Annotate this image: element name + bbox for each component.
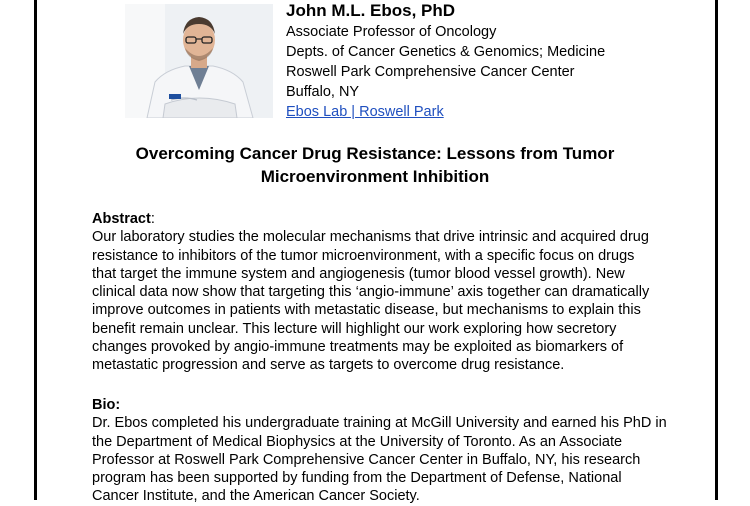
abstract-line: that target the immune system and angiogenesis (tumor blood vessel growth). New: [92, 265, 625, 282]
speaker-institution: Roswell Park Comprehensive Cancer Center: [286, 64, 575, 80]
abstract-section: [92, 210, 692, 375]
speaker-name: John M.L. Ebos, PhD: [286, 1, 456, 20]
bio-heading: Bio:: [92, 397, 121, 413]
speaker-position: Associate Professor of Oncology: [286, 24, 497, 40]
speaker-departments: Depts. of Cancer Genetics & Genomics; Medicine: [286, 44, 606, 60]
speaker-location: Buffalo, NY: [286, 84, 360, 100]
lab-link[interactable]: Ebos Lab | Roswell Park: [286, 104, 444, 120]
bio-line: Dr. Ebos completed his undergraduate training at McGill University and earned his PhD in: [92, 415, 667, 432]
speaker-portrait-image: [125, 4, 273, 118]
abstract-line: resistance to inhibitors of the tumor microenvironment, with a specific focus on drugs: [92, 247, 635, 264]
abstract-line: benefit remain unclear. This lecture will highlight our work exploring how secretory: [92, 320, 617, 337]
abstract-heading-colon: :: [150, 211, 155, 227]
speaker-photo: [125, 4, 273, 118]
speaker-info: [286, 0, 605, 122]
talk-title-line: Microenvironment Inhibition: [260, 167, 490, 186]
abstract-line: improve outcomes in patients with metastatic disease, but mechanisms to explain this: [92, 302, 641, 319]
talk-title-line: Overcoming Cancer Drug Resistance: Lessons from Tumor: [135, 144, 615, 163]
abstract-heading: Abstract: [92, 211, 151, 227]
bio-line: the Department of Medical Biophysics at the University of Toronto. As an Associate: [92, 433, 623, 450]
bio-section: [92, 396, 692, 506]
talk-title: [60, 142, 690, 188]
abstract-line: metastatic progression and serve as targets to overcome drug resistance.: [92, 357, 565, 374]
bio-line: Cancer Institute, and the American Cancer Society.: [92, 488, 420, 505]
abstract-line: Our laboratory studies the molecular mechanisms that drive intrinsic and acquired drug: [92, 229, 649, 246]
page-border-left: [34, 0, 37, 500]
abstract-line: changes provoked by angio-immune treatments may be exploited as biomarkers of: [92, 339, 624, 356]
bio-line: program has been supported by funding from the Department of Defense, National: [92, 470, 622, 487]
bio-line: Professor at Roswell Park Comprehensive Cancer Center in Buffalo, NY, his research: [92, 451, 641, 468]
abstract-line: clinical data now show that targeting this ‘angio-immune’ axis together can dramatically: [92, 284, 650, 301]
page-border-right: [715, 0, 718, 500]
